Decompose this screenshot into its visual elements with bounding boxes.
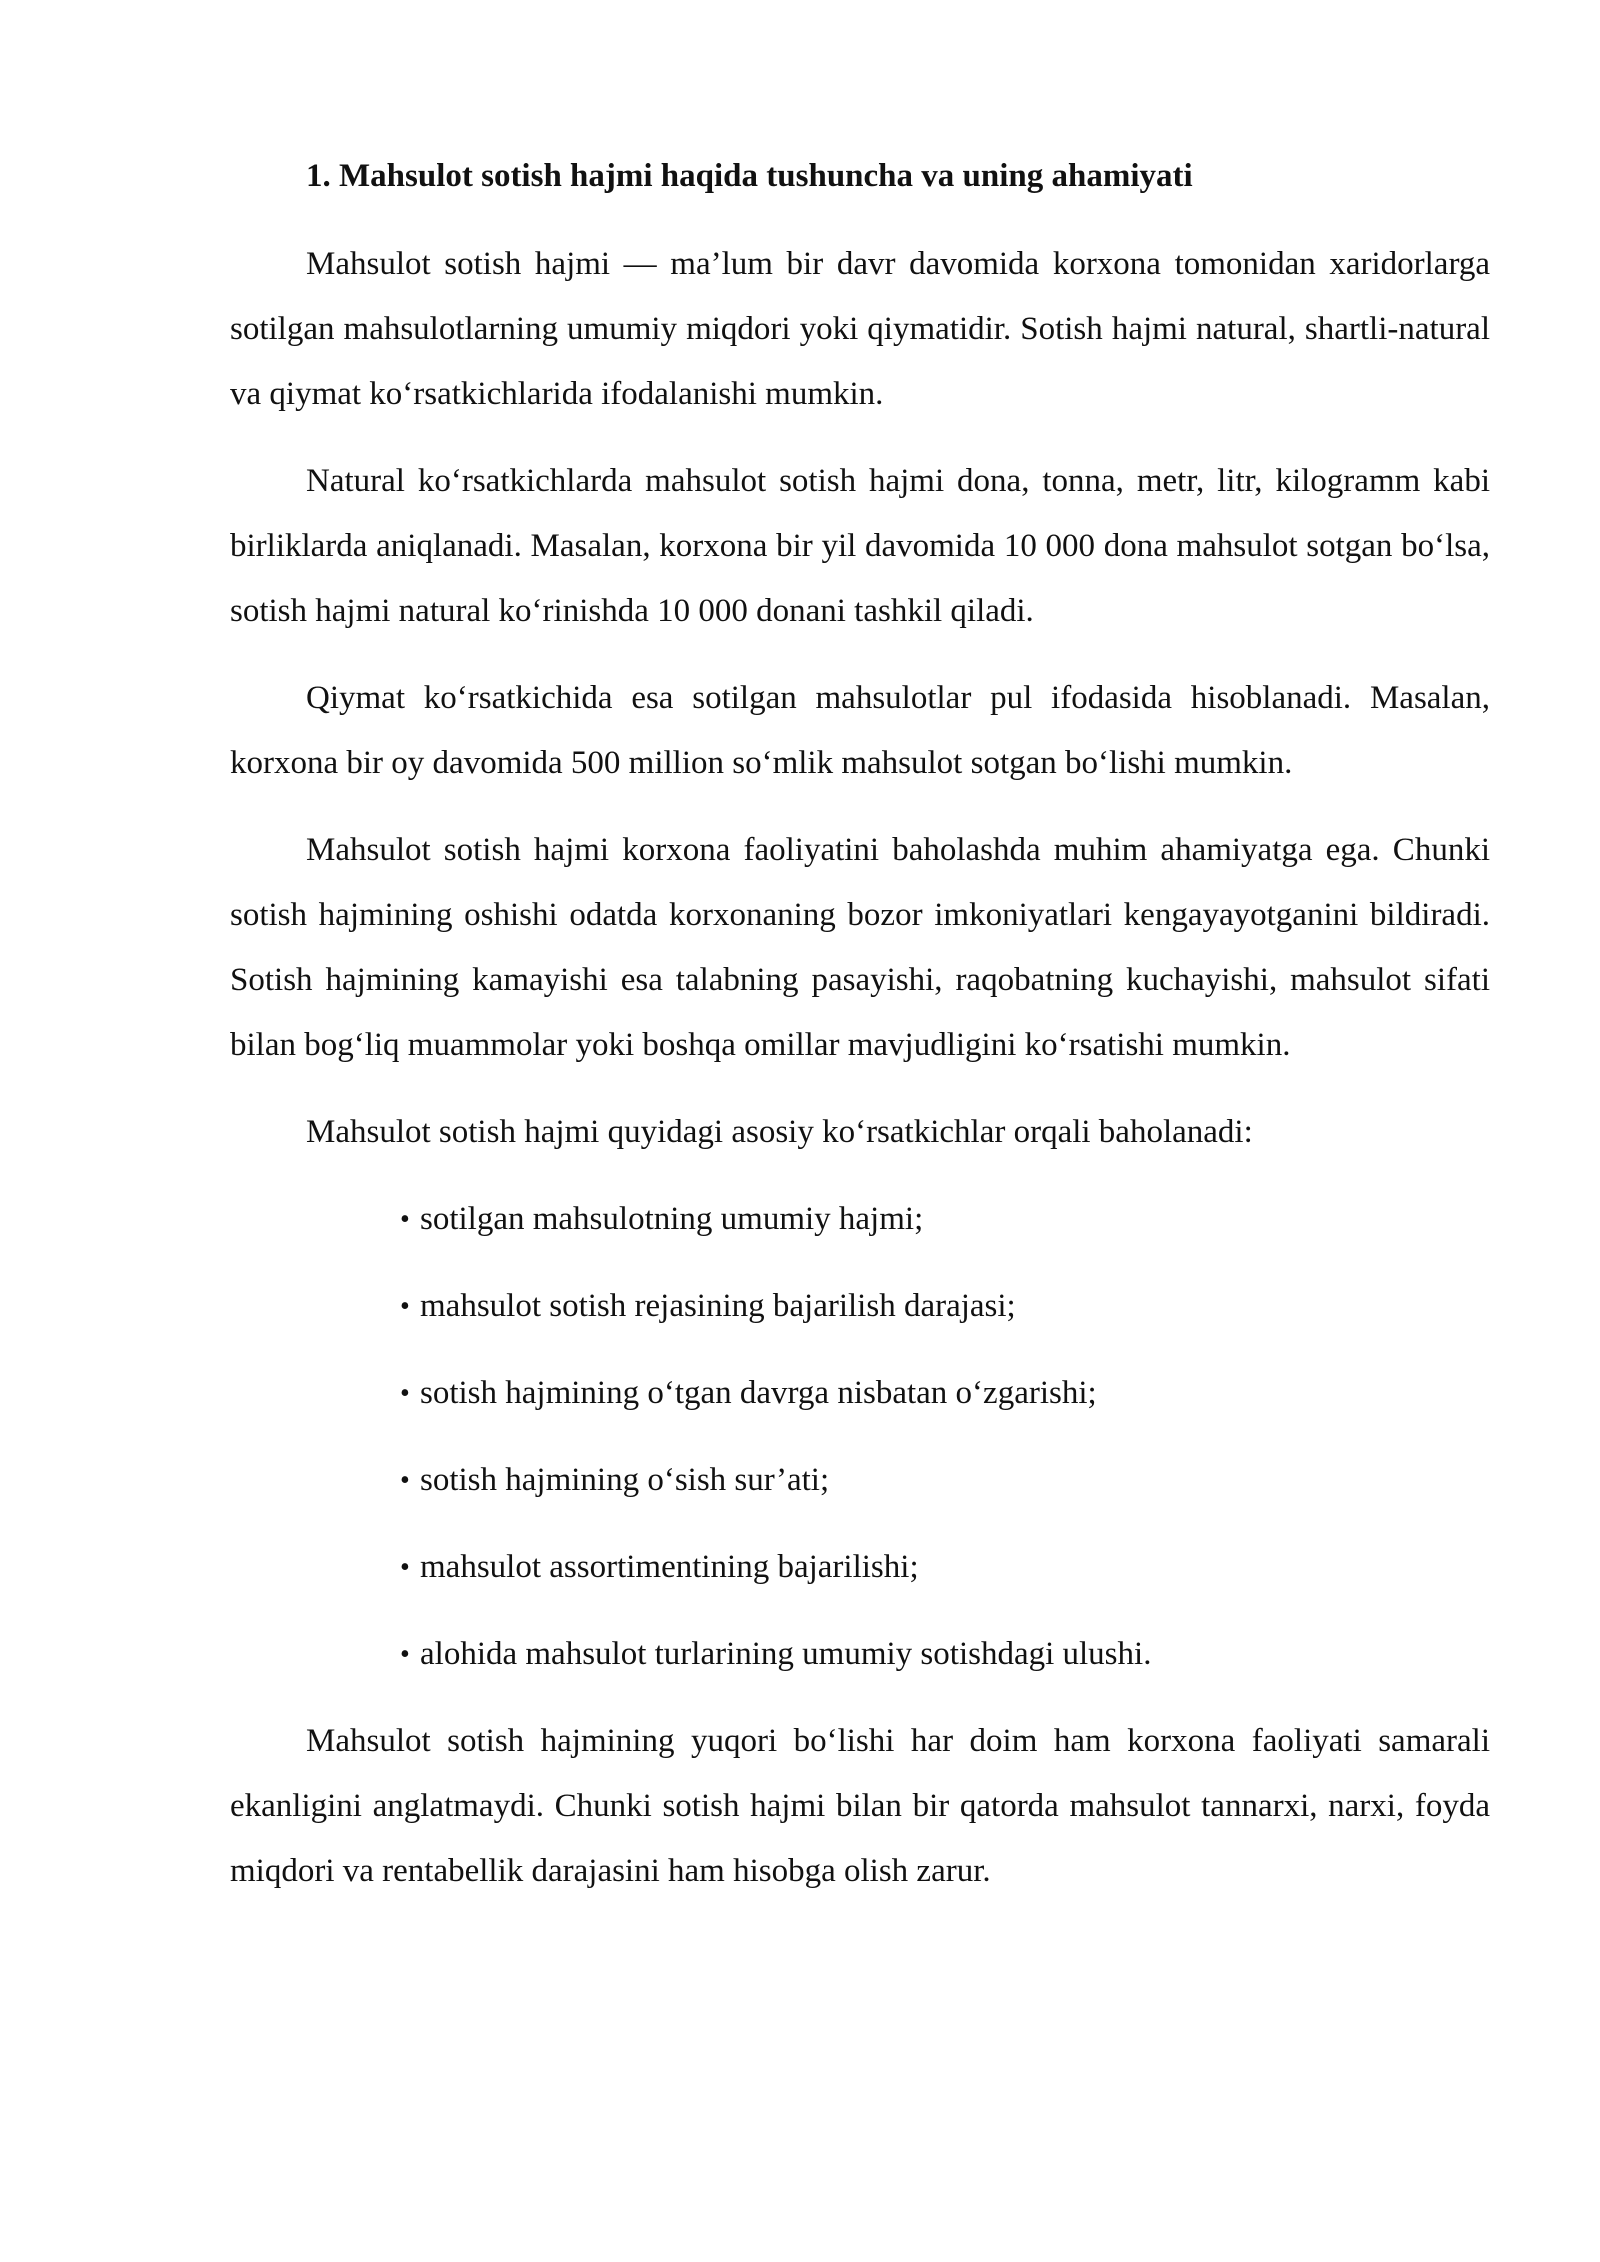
paragraph-value-indicator: Qiymat ko‘rsatkichida esa sotilgan mahsulotlar pul ifodasida hisoblanadi. Masalan, korxona bir oy davomida 500 million so‘mlik mahsulot sotgan bo‘lishi mumkin.: [230, 680, 1490, 781]
list-item: • sotish hajmining o‘sish sur’ati;: [400, 1448, 1490, 1513]
paragraph-definition: Mahsulot sotish hajmi — ma’lum bir davr davomida korxona tomonidan xaridorlarga sotilgan mahsulotlarning umumiy miqdori yoki qiymatidir. Sotish hajmi natural, shartli-natural va qiymat ko‘rsatkichlarida ifodalanishi mumkin.: [230, 246, 1490, 412]
paragraph-natural-indicators: Natural ko‘rsatkichlarda mahsulot sotish hajmi dona, tonna, metr, litr, kilogramm kabi birliklarda aniqlanadi. Masalan, korxona bir yil davomida 10 000 dona mahsulot sotgan bo‘lsa, sotish hajmi natural ko‘rinishda 10 000 donani tashkil qiladi.: [230, 463, 1490, 629]
section-heading: 1. Mahsulot sotish hajmi haqida tushuncha va uning ahamiyati: [306, 158, 1193, 194]
paragraph-importance: Mahsulot sotish hajmi korxona faoliyatini baholashda muhim ahamiyatga ega. Chunki sotish hajmining oshishi odatda korxonaning bozor imkoniyatlari kengayayotganini bildiradi. Sotish hajmining kamayishi esa talabning pasayishi, raqobatning kuchayishi, mahsulot sifati bilan bog‘liq muammolar yoki boshqa omillar mavjudligini ko‘rsatishi mumkin.: [230, 832, 1490, 1063]
list-item: • mahsulot sotish rejasining bajarilish darajasi;: [400, 1274, 1490, 1339]
list-item: • alohida mahsulot turlarining umumiy sotishdagi ulushi.: [400, 1622, 1490, 1687]
paragraph-list-intro: Mahsulot sotish hajmi quyidagi asosiy ko‘rsatkichlar orqali baholanadi:: [306, 1114, 1253, 1150]
list-item: • sotish hajmining o‘tgan davrga nisbatan o‘zgarishi;: [400, 1361, 1490, 1426]
list-item: • mahsulot assortimentining bajarilishi;: [400, 1535, 1490, 1600]
paragraph-closing: Mahsulot sotish hajmining yuqori bo‘lishi har doim ham korxona faoliyati samarali ekanligini anglatmaydi. Chunki sotish hajmi bilan bir qatorda mahsulot tannarxi, narxi, foyda miqdori va rentabellik darajasini ham hisobga olish zarur.: [230, 1723, 1490, 1889]
document-body: [230, 150, 1490, 1926]
indicators-list: [230, 1187, 1490, 1687]
list-item: • sotilgan mahsulotning umumiy hajmi;: [400, 1187, 1490, 1252]
